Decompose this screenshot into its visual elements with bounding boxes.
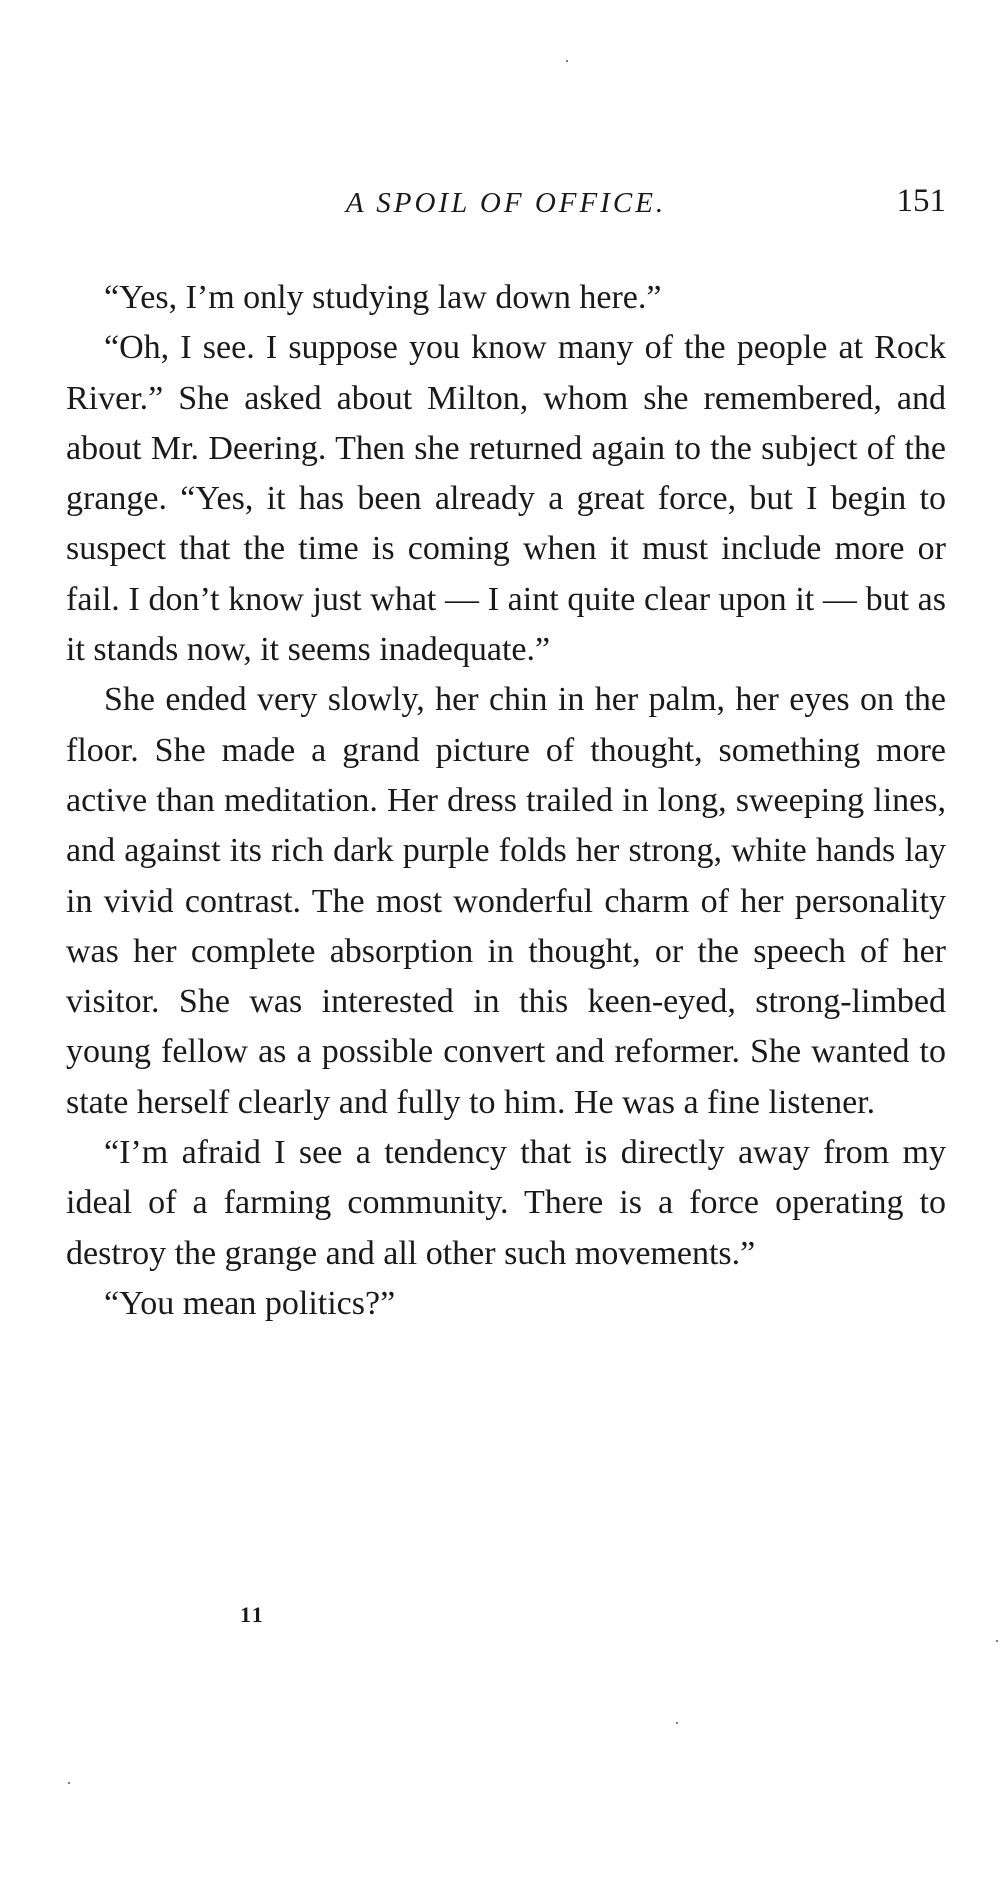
paragraph: “Yes, I’m only studying law down here.” [104,279,662,316]
paper-speck [68,1782,70,1784]
running-title: A SPOIL OF OFFICE. [345,187,667,219]
paper-speck [566,60,568,62]
paragraph: She ended very slowly, her chin in her palm, her eyes on the floor. She made a grand picture of thought, something more active than meditation. Her dress trailed in long, sweeping lines, and against its rich dark purple folds her strong, white hands lay in vivid contrast. The most wonderful charm of her personality was her complete absorption in thought, or the speech of her visitor. She was interested in this keen-eyed, strong-limbed young fellow as a possible convert and reformer. She wanted to state herself clearly and fully to him. He was a fine listener. [66,681,946,1121]
paragraph: “You mean politics?” [104,1284,396,1322]
body-text [66,273,946,1329]
paper-speck [996,1640,998,1642]
page-number: 151 [896,183,946,219]
paragraph: “I’m afraid I see a tendency that is directly away from my ideal of a farming community. There is a force operating to destroy the grange and all other such movements.” [66,1134,946,1272]
paper-speck [676,1722,678,1724]
page-header [66,183,946,231]
paragraph: “Oh, I see. I suppose you know many of the people at Rock River.” She asked about Milton, whom she remembered, and about Mr. Deering. Then she returned again to the subject of the grange. “Yes, it has been already a great force, but I begin to suspect that the time is coming when it must include more or fail. I don’t know just what — I aint quite clear upon it — but as it stands now, it seems inadequate.” [66,329,946,669]
signature-mark: 11 [240,1602,265,1627]
